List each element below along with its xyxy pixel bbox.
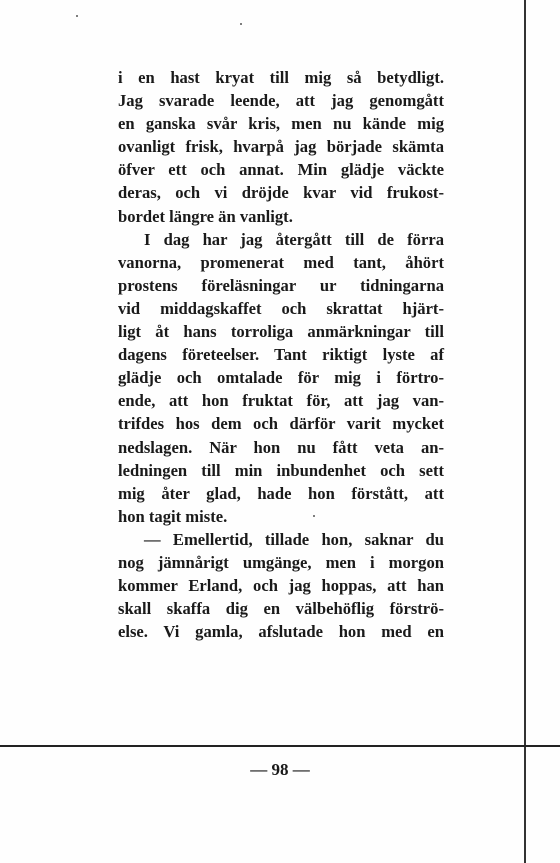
text-line: dagens företeelser. Tant riktigt lyste af bbox=[118, 345, 444, 365]
text-line: Jag svarade leende, att jag genomgått bbox=[118, 91, 444, 111]
text-line: öfver ett och annat. Min glädje väckte bbox=[118, 160, 444, 180]
text-line: vid middagskaffet och skrattat hjärt- bbox=[118, 298, 444, 318]
text-line: ligt åt hans torroliga anmärkningar till bbox=[118, 322, 444, 342]
text-line: deras, och vi dröjde kvar vid frukost- bbox=[118, 183, 444, 203]
text-line: ledningen till min inbundenhet och sett bbox=[118, 460, 444, 480]
text-line: else. Vi gamla, afslutade hon med en bbox=[118, 622, 444, 642]
text-line: I dag har jag återgått till de förra bbox=[144, 229, 444, 249]
page-number: — 98 — bbox=[250, 760, 310, 779]
text-line: bordet längre än vanligt. bbox=[118, 206, 293, 226]
text-line: prostens föreläsningar ur tidningarna bbox=[118, 275, 444, 295]
footer-rule bbox=[0, 745, 560, 747]
text-line: ende, att hon fruktat för, att jag van- bbox=[118, 391, 444, 411]
text-line: en ganska svår kris, men nu kände mig bbox=[118, 114, 444, 134]
print-speck bbox=[76, 15, 78, 17]
page-edge bbox=[524, 0, 526, 863]
text-line: kommer Erland, och jag hoppas, att han bbox=[118, 576, 444, 596]
text-line: skall skaffa dig en välbehöflig förströ- bbox=[118, 599, 444, 619]
text-line: hon tagit miste. bbox=[118, 506, 228, 526]
text-line: — Emellertid, tillade hon, saknar du bbox=[144, 529, 444, 549]
text-line: i en hast kryat till mig så betydligt. bbox=[118, 68, 444, 87]
text-line: nog jämnårigt umgänge, men i morgon bbox=[118, 552, 444, 572]
body-text bbox=[118, 66, 444, 643]
text-line: nedslagen. När hon nu fått veta an- bbox=[118, 437, 444, 457]
text-line: mig åter glad, hade hon förstått, att bbox=[118, 483, 444, 503]
text-line: trifdes hos dem och därför varit mycket bbox=[118, 414, 444, 434]
text-line: glädje och omtalade för mig i förtro- bbox=[118, 368, 444, 388]
print-speck bbox=[240, 23, 242, 25]
text-line: vanorna, promenerat med tant, åhört bbox=[118, 252, 444, 272]
text-line: ovanligt frisk, hvarpå jag började skämta bbox=[118, 137, 444, 157]
